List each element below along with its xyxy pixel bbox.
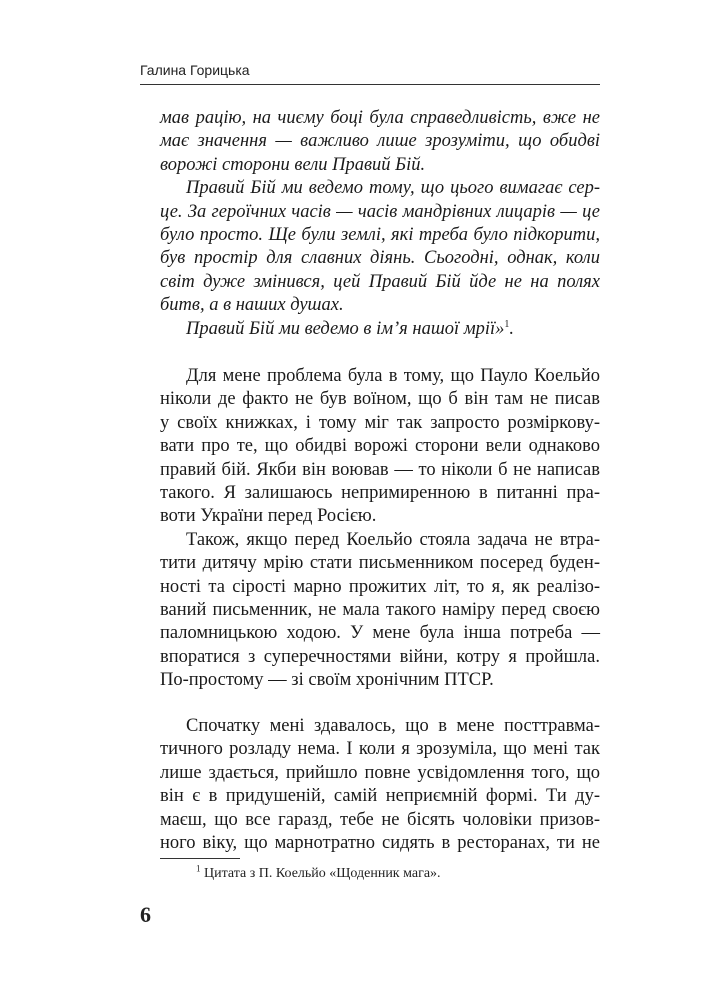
text-line: воти України перед Росією. xyxy=(160,506,377,527)
text-line: він є в придушеній, самій неприємній формі. Ти ду- xyxy=(160,786,600,807)
text-line: тити дитячу мрію стати письменником посеред буден- xyxy=(160,553,600,574)
footnote-text: Цитата з П. Коельйо «Щоденник мага». xyxy=(204,866,441,881)
text-line: у своїх книжках, і тому міг так запросто розміркову- xyxy=(160,412,600,433)
text-line: впоратися з суперечностями війни, котру я пройшла. xyxy=(160,646,600,667)
text-line: По-простому — зі своїм хронічним ПТСР. xyxy=(160,670,494,691)
page-number: 6 xyxy=(140,902,151,927)
text-line: лише здається, прийшло повне усвідомлення того, що xyxy=(160,762,600,783)
quote-block xyxy=(160,107,600,341)
text-line: Для мене проблема була в тому, що Пауло Коельйо xyxy=(186,366,600,386)
text-line: було просто. Ще були землі, які треба було підкорити, xyxy=(160,225,600,246)
footnote-number: 1 xyxy=(196,863,201,874)
text-line: був простір для славних діянь. Сьогодні, однак, коли xyxy=(160,248,600,269)
text-line: світ дуже змінився, цей Правий Бій йде не на полях xyxy=(160,271,600,292)
footnote-reference: 1 xyxy=(504,318,510,330)
text-line: ності та сірості марно прожитих літ, то я, як реалізо- xyxy=(160,576,600,597)
text-line: паломницькою ходою. У мене була інша потреба — xyxy=(160,623,600,644)
body-paragraph-2 xyxy=(160,715,600,855)
body-paragraphs-1 xyxy=(160,365,600,693)
text-line: битв, а в наших душах. xyxy=(160,295,344,316)
header-divider xyxy=(140,84,600,85)
text-line: маєш, що все гаразд, тебе не бісять чоловіки призов- xyxy=(160,809,600,830)
text-line: вати про те, що обидві ворожі сторони вели однаково xyxy=(160,436,600,457)
text-line: має значення — важливо лише зрозуміти, що обидві xyxy=(160,131,600,152)
text-line: ваний письменник, не мала такого наміру перед своєю xyxy=(160,600,600,621)
running-header-author: Галина Горицька xyxy=(140,62,250,78)
text-line: Також, якщо перед Коельйо стояла задача не втра- xyxy=(186,529,600,550)
text-line: Спочатку мені здавалось, що в мене посттравма- xyxy=(186,716,600,736)
text-line: правий бій. Якби він воював — то ніколи б не написав xyxy=(160,459,600,480)
text-line: тичного розладу нема. І коли я зрозуміла, що мені так xyxy=(160,739,600,760)
footnote-divider xyxy=(160,858,240,859)
text-line: Правий Бій ми ведемо в ім’я нашої мрії»$^1$. xyxy=(186,318,515,339)
text-line: ніколи де факто не був воїном, що б він там не писав xyxy=(160,389,600,410)
text-line: це. За героїчних часів — часів мандрівних лицарів — це xyxy=(160,201,600,222)
text-line: ного віку, що марнотратно сидять в ресторанах, ти не xyxy=(160,833,600,854)
footnote xyxy=(196,863,441,882)
text-line: Правий Бій ми ведемо тому, що цього вимагає сер- xyxy=(186,178,600,199)
text-line: ворожі сторони вели Правий Бій. xyxy=(160,154,426,175)
quote-last-line-text: Правий Бій ми ведемо в ім’я нашої мрії» xyxy=(186,318,505,339)
text-line: мав рацію, на чиєму боці була справедливість, вже не xyxy=(160,108,600,128)
text-line: такого. Я залишаюсь непримиренною в питанні пра- xyxy=(160,483,600,504)
